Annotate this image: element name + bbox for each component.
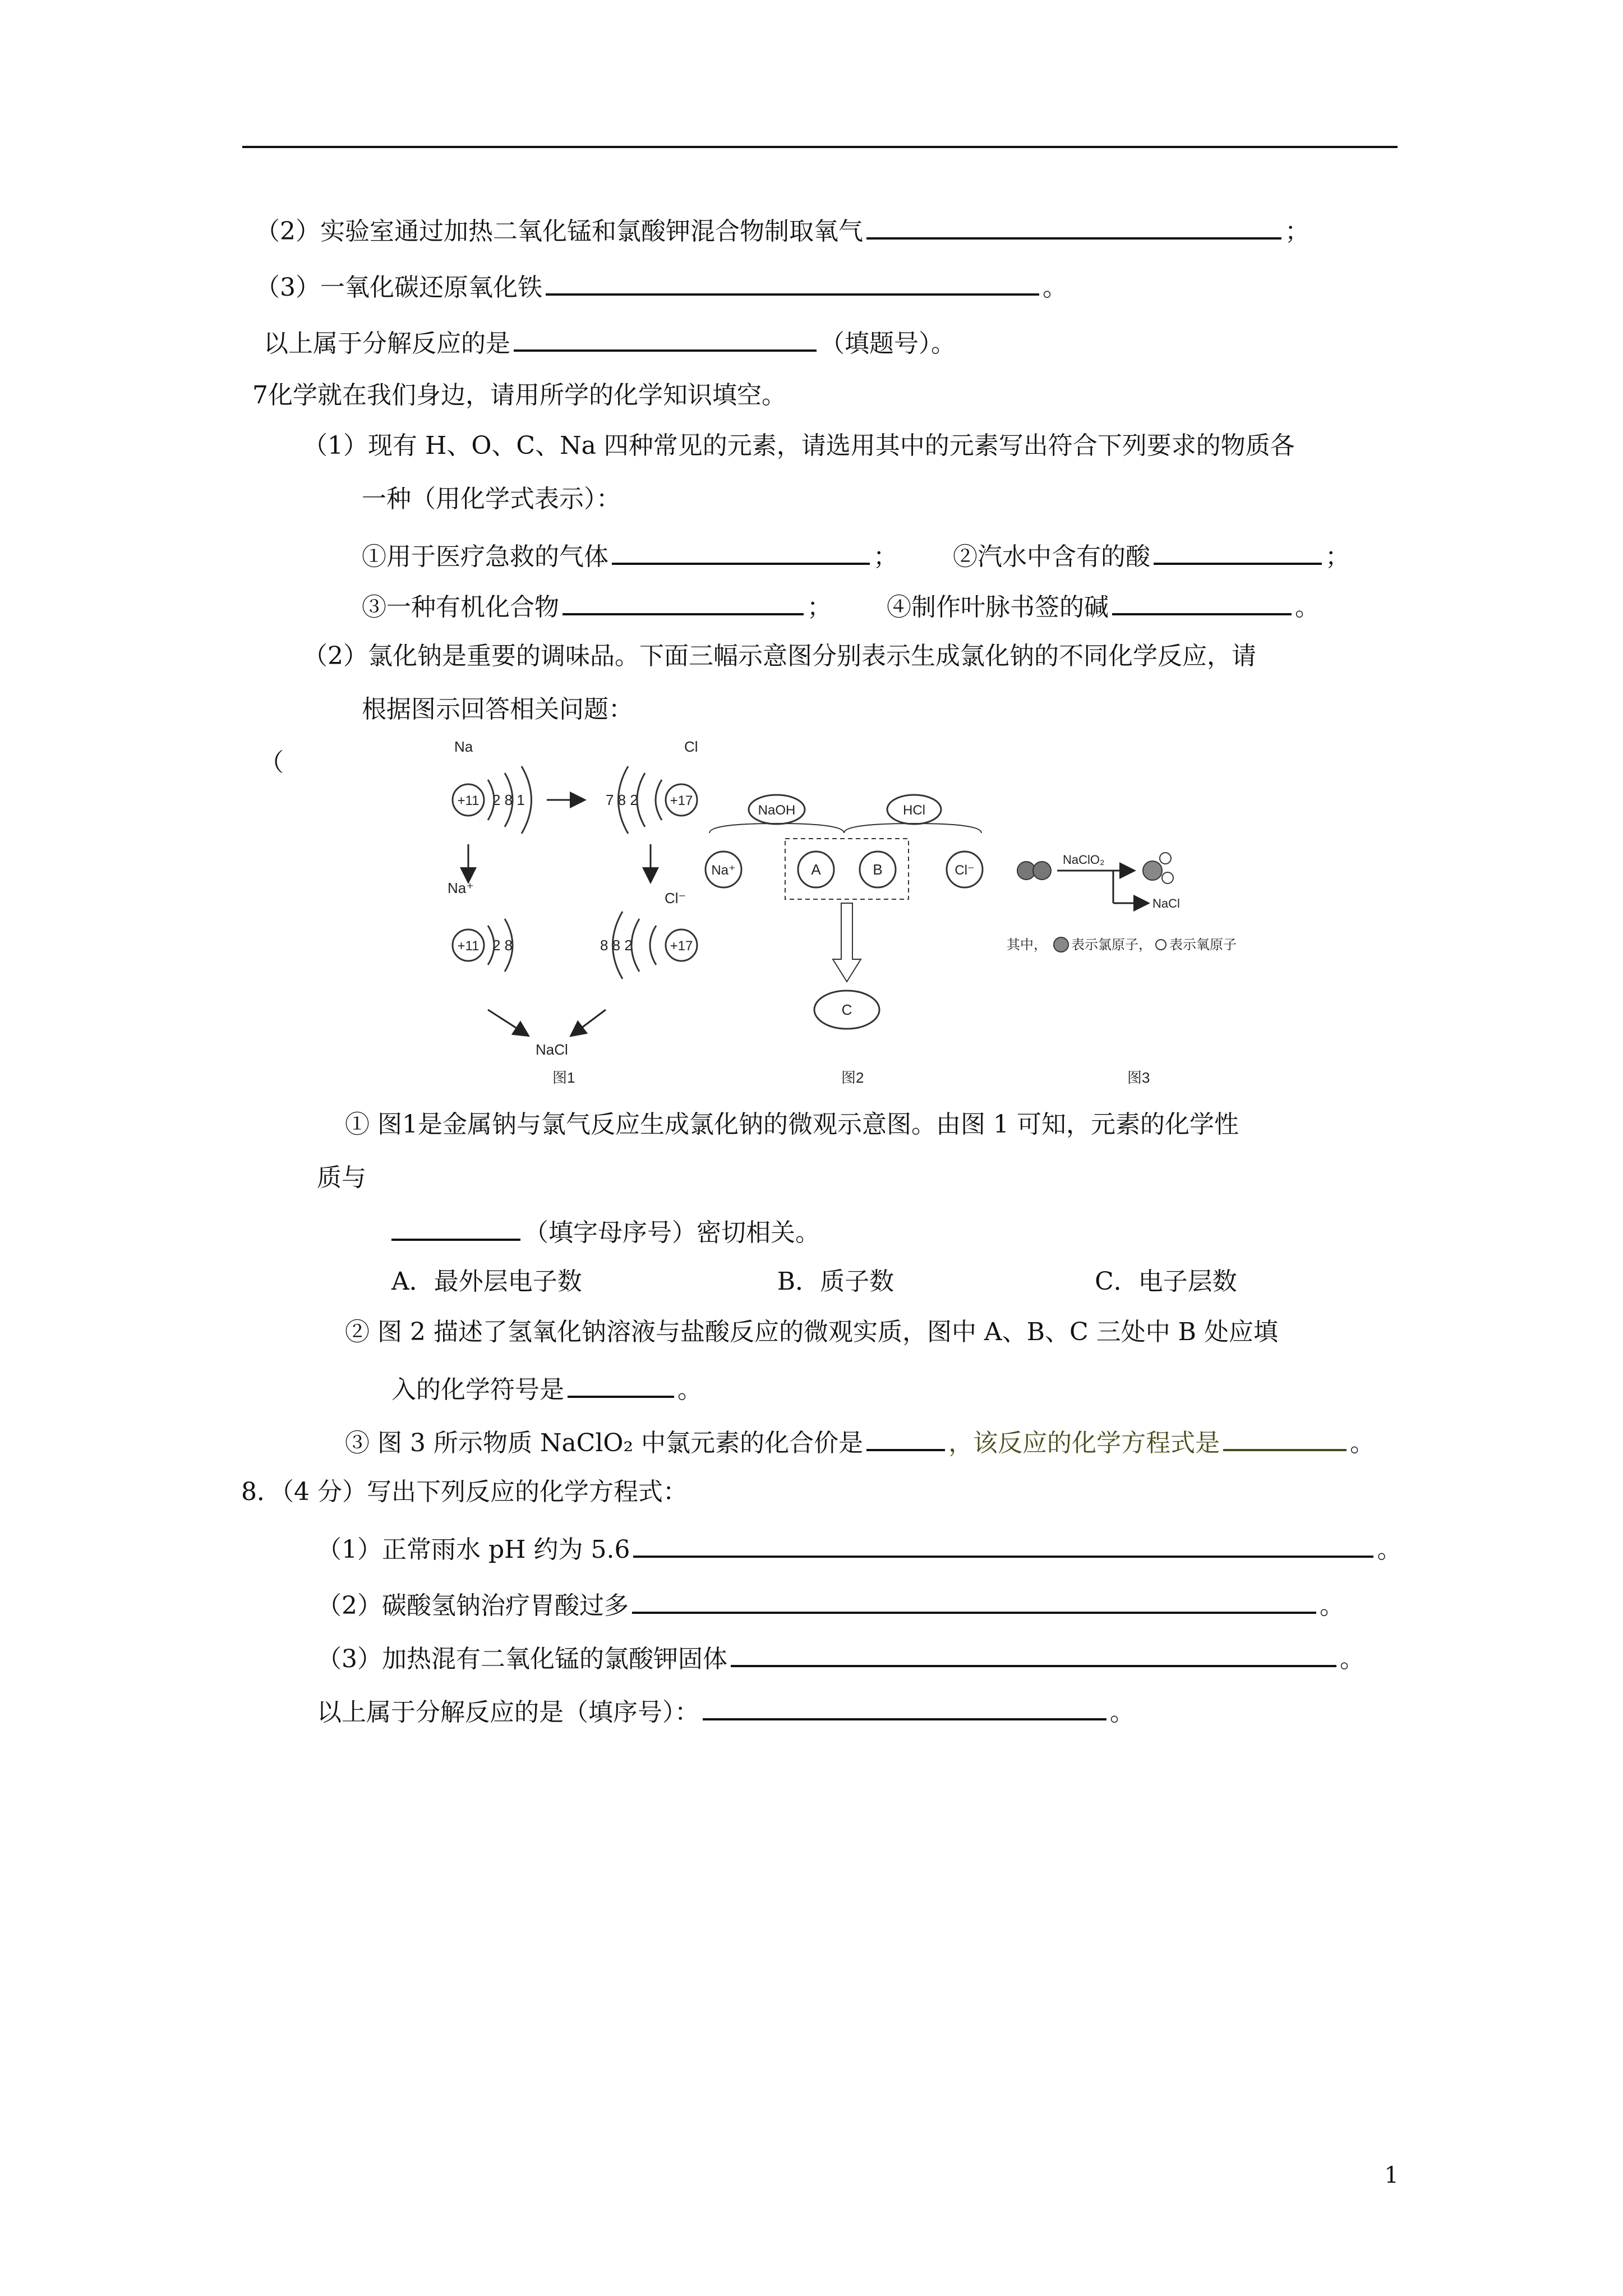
na-ion-nucleus-label: +11 — [457, 938, 479, 954]
answer-blank[interactable] — [866, 1422, 945, 1451]
answer-blank[interactable] — [1223, 1422, 1347, 1451]
na-label: Na — [454, 740, 473, 755]
nacl-label: NaCl — [536, 1041, 568, 1058]
q7-items-row-1: ①用于医疗急救的气体 ； ②汽水中含有的酸 ； — [362, 536, 1350, 574]
naclo2-label: NaClO₂ — [1063, 853, 1105, 867]
option-a[interactable]: A．最外层电子数 — [391, 1267, 582, 1296]
answer-blank[interactable] — [514, 323, 817, 352]
naoh-label: NaOH — [758, 803, 796, 818]
option-b[interactable]: B．质子数 — [777, 1267, 895, 1296]
answer-blank[interactable] — [568, 1369, 674, 1398]
answer-blank[interactable] — [391, 1212, 520, 1241]
q8-line-2: （2）碳酸氢钠治疗胃酸过多 。 — [317, 1585, 1344, 1623]
na-ion-label: Na⁺ — [448, 880, 474, 896]
sub-q1-line-c: （填字母序号）密切相关。 — [391, 1212, 820, 1250]
q7-part2-line-a: （2）氯化钠是重要的调味品。下面三幅示意图分别表示生成氯化钠的不同化学反应，请 — [303, 642, 1256, 670]
q8-line-4: 以上属于分解反应的是（填序号）： 。 — [317, 1691, 1135, 1729]
legend-text-a: 其中， — [1007, 937, 1047, 953]
na-shell-label: 2 8 1 — [492, 792, 525, 808]
na-ion-shell-label: 2 8 — [492, 937, 513, 954]
cl-ion-label: Cl⁻ — [665, 890, 686, 907]
answer-blank[interactable] — [1112, 586, 1292, 615]
answer-blank[interactable] — [703, 1691, 1106, 1720]
nacl-product-label: NaCl — [1152, 896, 1180, 910]
answer-blank[interactable] — [632, 1585, 1316, 1614]
answer-blank[interactable] — [546, 266, 1039, 296]
figure-area — [241, 740, 1419, 1099]
circle-b-label: B — [873, 861, 883, 878]
sub-q1-line-a: ① 图1是金属钠与氯气反应生成氯化钠的微观示意图。由图 1 可知，元素的化学性 — [345, 1110, 1239, 1139]
sub-q2-line-a: ② 图 2 描述了氢氧化钠溶液与盐酸反应的微观实质，图中 A、B、C 三处中 B 处应填 — [345, 1318, 1279, 1346]
page-number: 1 — [1384, 2162, 1399, 2188]
q6-line-3: （3）一氧化碳还原氧化铁 。 — [255, 266, 1067, 305]
option-c[interactable]: C．电子层数 — [1095, 1267, 1237, 1296]
figure-2 — [706, 795, 983, 1086]
q7-part1-line-b: 一种（用化学式表示）： — [362, 485, 621, 513]
figure-1-caption: 图1 — [552, 1069, 575, 1086]
q6-line-4: 以上属于分解反应的是 （填题号）。 — [264, 323, 956, 361]
figures-svg — [241, 740, 1419, 1099]
q8-line-1: （1）正常雨水 pH 约为 5.6 。 — [317, 1529, 1401, 1567]
circle-c-label: C — [841, 1001, 852, 1018]
answer-blank[interactable] — [562, 586, 804, 615]
answer-blank[interactable] — [731, 1638, 1336, 1667]
legend-text-c: 表示氧原子 — [1169, 937, 1237, 953]
answer-blank[interactable] — [633, 1529, 1373, 1558]
cl-nucleus-label: +17 — [670, 793, 693, 808]
figure-2-caption: 图2 — [841, 1069, 864, 1086]
cl-ion-shell-label: 8 8 2 — [600, 937, 633, 954]
q7-part1-line-a: （1）现有 H、O、C、Na 四种常见的元素，请选用其中的元素写出符合下列要求的物质各 — [303, 431, 1295, 460]
answer-blank[interactable] — [612, 536, 870, 565]
cl-ion-nucleus-label: +17 — [670, 938, 693, 954]
options-row — [391, 1265, 1237, 1299]
q7-items-row-2: ③一种有机化合物 ； ④制作叶脉书签的碱 。 — [362, 586, 1320, 624]
na-nucleus-label: +11 — [457, 793, 479, 808]
legend-text-b: 表示氯原子， — [1071, 937, 1152, 953]
cl-ion-circle-label: Cl⁻ — [955, 863, 975, 878]
cl-shell-label: 7 8 2 — [606, 792, 638, 808]
circle-a-label: A — [811, 861, 821, 878]
figure-3 — [1007, 853, 1237, 1086]
q6-line-2: （2）实验室通过加热二氧化锰和氯酸钾混合物制取氧气 ； — [255, 210, 1310, 249]
sub-q3-line: ③ 图 3 所示物质 NaClO₂ 中氯元素的化合价是 ，该反应的化学方程式是 。 — [345, 1422, 1375, 1460]
hcl-label: HCl — [903, 803, 925, 818]
sub-q1-line-b: 质与 — [317, 1163, 366, 1192]
header-rule — [242, 146, 1398, 148]
figure-1 — [448, 740, 698, 1086]
stray-parenthesis: （ — [259, 748, 284, 777]
answer-blank[interactable] — [1154, 536, 1322, 565]
answer-blank[interactable] — [866, 210, 1281, 240]
figure-3-caption: 图3 — [1127, 1069, 1150, 1086]
cl-label: Cl — [684, 740, 698, 755]
q7-part2-line-b: 根据图示回答相关问题： — [362, 695, 633, 724]
q7-title: 7化学就在我们身边，请用所学的化学知识填空。 — [252, 381, 786, 409]
sub-q2-line-b: 入的化学符号是 。 — [391, 1369, 702, 1407]
q8-title: 8．（4 分）写出下列反应的化学方程式： — [241, 1478, 688, 1506]
na-ion-circle-label: Na⁺ — [711, 863, 736, 878]
q8-line-3: （3）加热混有二氧化锰的氯酸钾固体 。 — [317, 1638, 1364, 1676]
